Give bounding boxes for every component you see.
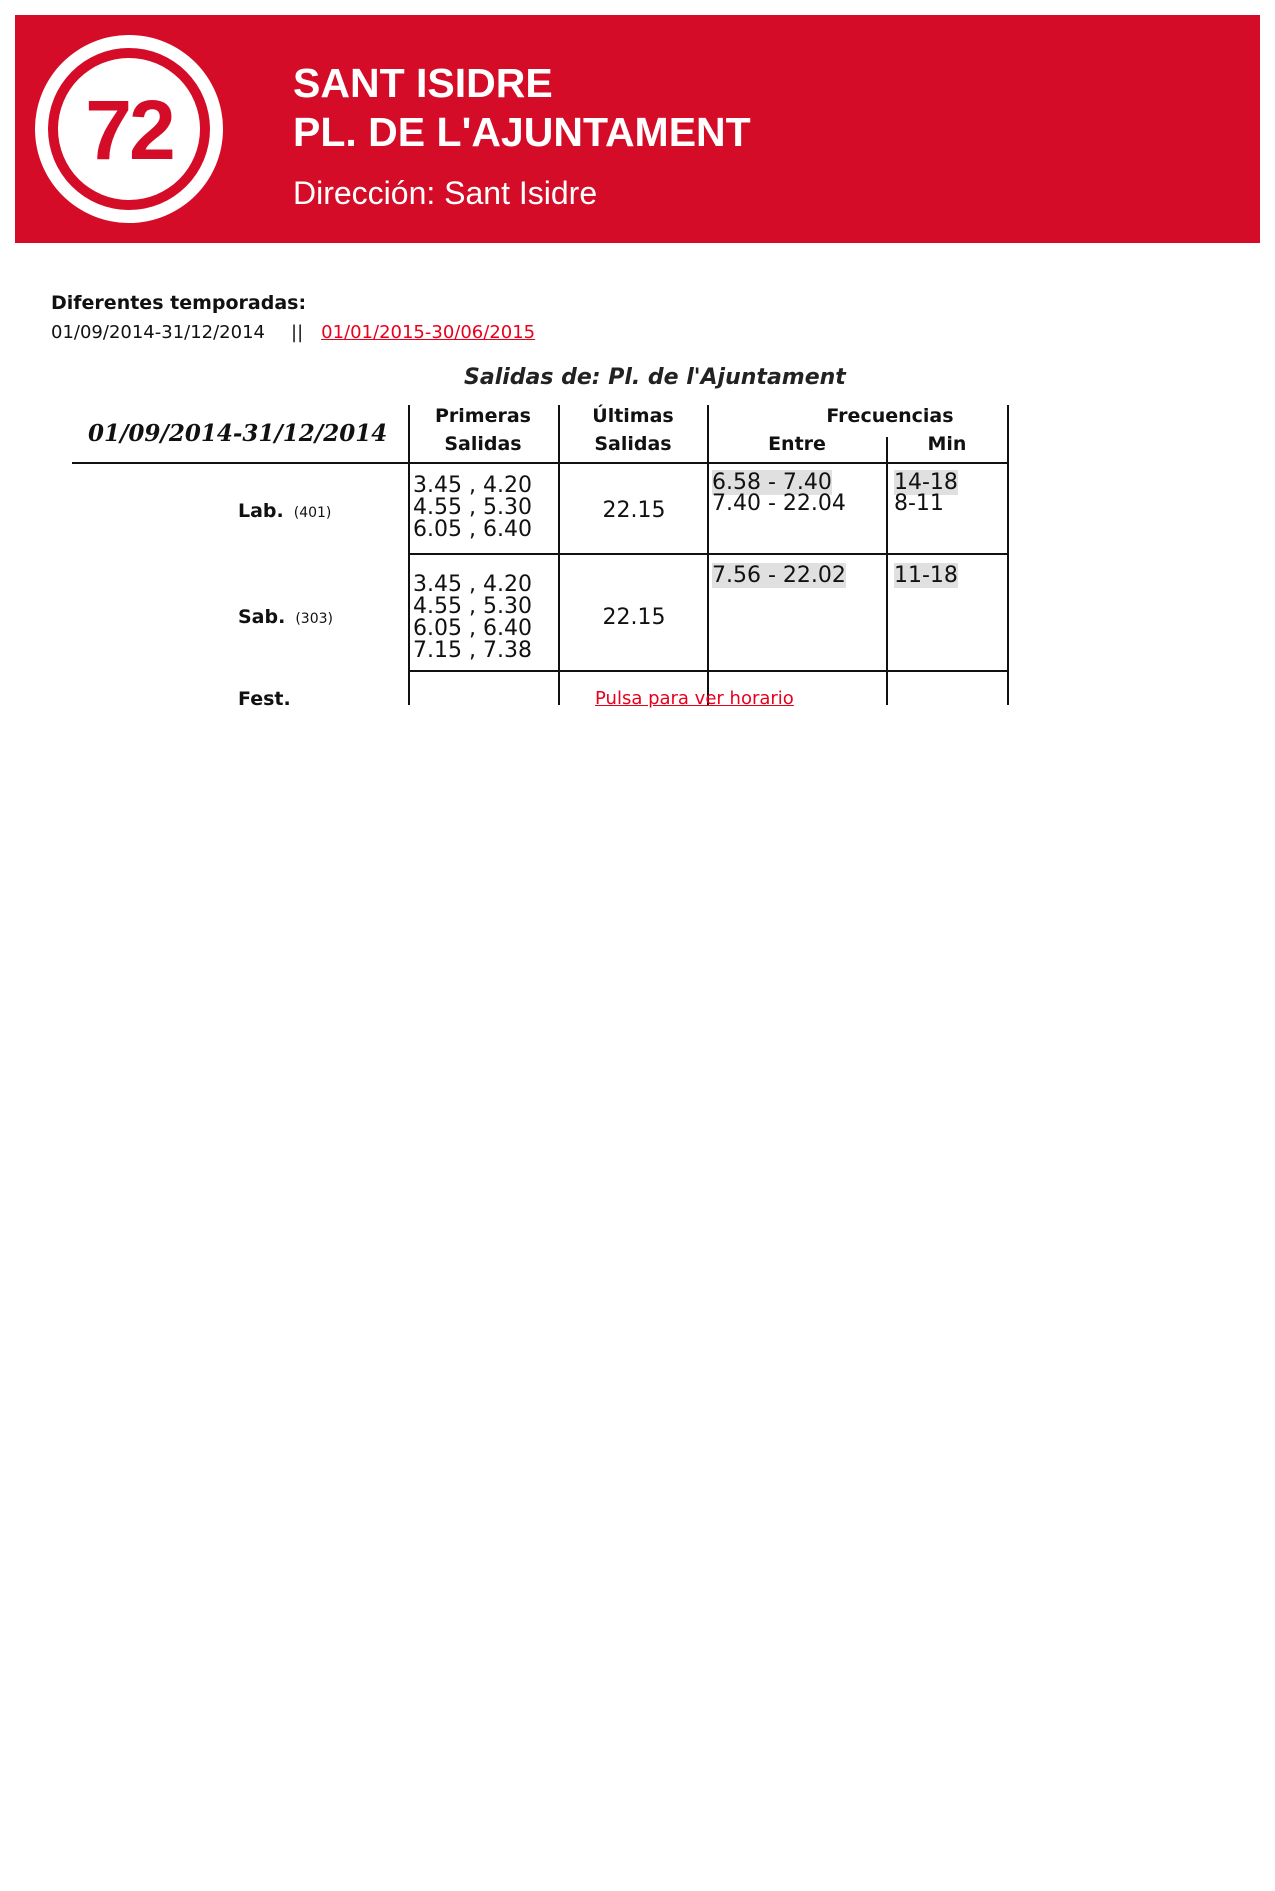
first-departure: 3.45 , 4.20 [413,473,532,498]
period-label: 01/09/2014-31/12/2014 [88,420,388,447]
current-season: 01/09/2014-31/12/2014 [51,322,265,343]
header-first-line2: Salidas [444,433,522,455]
row-sab-day: Sab. [238,606,286,628]
header-banner [15,15,1260,243]
seasons-label: Diferentes temporadas: [51,292,307,314]
frequency-minutes: 11-18 [894,563,958,588]
row-fest-schedule-link[interactable]: Pulsa para ver horario [595,688,794,709]
first-departure: 6.05 , 6.40 [413,616,532,641]
header-between: Entre [768,433,826,455]
row-lab-min [894,472,958,514]
header-last-departures [558,405,708,455]
row-fest-daytype [238,688,291,710]
row-lab-between [712,472,846,514]
row-lab-first-departures [413,475,532,541]
row-sab-between [712,565,846,586]
route-title-line2: PL. DE L'AJUNTAMENT [293,109,751,155]
first-departure: 4.55 , 5.30 [413,495,532,520]
row-sab-daytype [238,606,333,630]
header-first-departures [408,405,558,455]
first-departure: 3.45 , 4.20 [413,572,532,597]
row-lab-code: (401) [293,505,332,521]
first-departure: 6.05 , 6.40 [413,517,532,542]
row-lab-day: Lab. [238,500,284,522]
line-number-badge [35,35,223,223]
frequency-range: 7.40 - 22.04 [712,491,846,516]
season-separator: || [291,322,304,343]
timetable-title: Salidas de: Pl. de l'Ajuntament [464,365,846,390]
frequency-minutes: 8-11 [894,491,944,516]
header-bottom-rule [72,462,1008,464]
header-min: Min [927,433,967,455]
col-divider-right [1007,405,1009,705]
row-sab-code: (303) [295,611,333,627]
route-title [293,59,751,157]
row-fest-day: Fest. [238,688,291,710]
header-first-line1: Primeras [435,405,531,427]
row-sab-last-departure: 22.15 [602,605,666,630]
seasons-selector [51,322,535,343]
col-divider-min [886,437,888,705]
header-last-line2: Salidas [594,433,672,455]
route-title-line1: SANT ISIDRE [293,60,553,106]
other-season-link[interactable]: 01/01/2015-30/06/2015 [321,322,536,343]
header-frequencies: Frecuencias [826,405,954,427]
first-departure: 7.15 , 7.38 [413,638,532,663]
route-direction: Dirección: Sant Isidre [293,175,598,211]
header-last-line1: Últimas [592,405,674,427]
first-departure: 4.55 , 5.30 [413,594,532,619]
frequency-range: 6.58 - 7.40 [712,470,832,495]
frequency-minutes: 14-18 [894,470,958,495]
row-lab-daytype [238,500,331,524]
frequency-range: 7.56 - 22.02 [712,563,846,588]
row-sab-min [894,565,958,586]
row-sab-first-departures [413,574,532,662]
row-lab-last-departure: 22.15 [602,498,666,523]
line-number: 72 [85,83,173,177]
